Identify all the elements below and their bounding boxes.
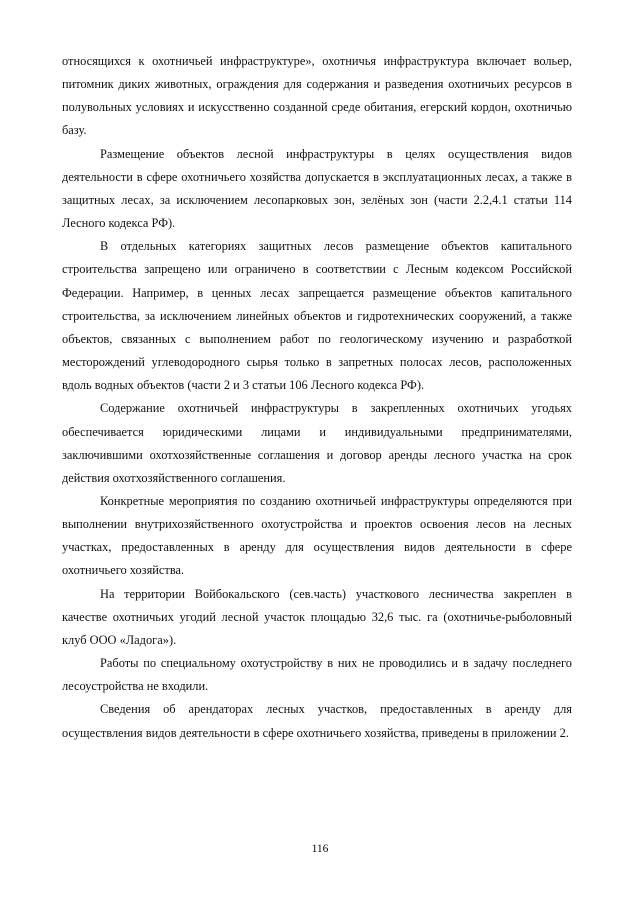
paragraph-5: Конкретные мероприятия по созданию охотничьей инфраструктуры определяются при выполнении внутрихозяйственного охотустройства и проектов освоения лесов на лесных участках, предоставленных в аренду для осуществления видов деятельности в сфере охотничьего хозяйства. bbox=[62, 493, 572, 578]
paragraph-2: Размещение объектов лесной инфраструктуры в целях осуществления видов деятельности в сфере охотничьего хозяйства допускается в эксплуатационных лесах, а также в защитных лесах, за исключением лесопарковых зон, зелёных зон (части 2.2,4.1 статьи 114 Лесного кодекса РФ). bbox=[62, 146, 572, 231]
paragraph-1: относящихся к охотничьей инфраструктуре», охотничья инфраструктура включает вольер, питомник диких животных, ограждения для содержания и разведения охотничьих ресурсов в полувольных условиях и искусственно созданной среде обитания, егерский кордон, охотничью базу. bbox=[62, 54, 572, 138]
paragraph-3: В отдельных категориях защитных лесов размещение объектов капитального строительства запрещено или ограничено в соответствии с Лесным кодексом Российской Федерации. Например, в ценных лесах запрещается размещение объектов капитального строительства, за исключением линейных объектов и гидротехнических сооружений, а также объектов, связанных с выполнением работ по геологическому изучению и разработкой месторождений углеводородного сырья только в запретных полосах лесов, расположенных вдоль водных объектов (части 2 и 3 статьи 106 Лесного кодекса РФ). bbox=[62, 239, 572, 393]
paragraph-4: Содержание охотничьей инфраструктуры в закрепленных охотничьих угодьях обеспечивается юридическими лицами и индивидуальными предпринимателями, заключившими охотхозяйственные соглашения и договор аренды лесного участка на срок действия охотхозяйственного соглашения. bbox=[62, 401, 572, 485]
paragraph-6: На территории Войбокальского (сев.часть) участкового лесничества закреплен в качестве охотничьих угодий лесной участок площадью 32,6 тыс. га (охотничье-рыболовный клуб ООО «Ладога»). bbox=[62, 586, 572, 647]
body-text bbox=[62, 50, 572, 745]
paragraph-8: Сведения об арендаторах лесных участков, предоставленных в аренду для осуществления видов деятельности в сфере охотничьего хозяйства, приведены в приложении 2. bbox=[62, 702, 572, 740]
paragraph-7: Работы по специальному охотустройству в них не проводились и в задачу последнего лесоустройства не входили. bbox=[62, 656, 572, 694]
page-number: 116 bbox=[311, 843, 329, 855]
